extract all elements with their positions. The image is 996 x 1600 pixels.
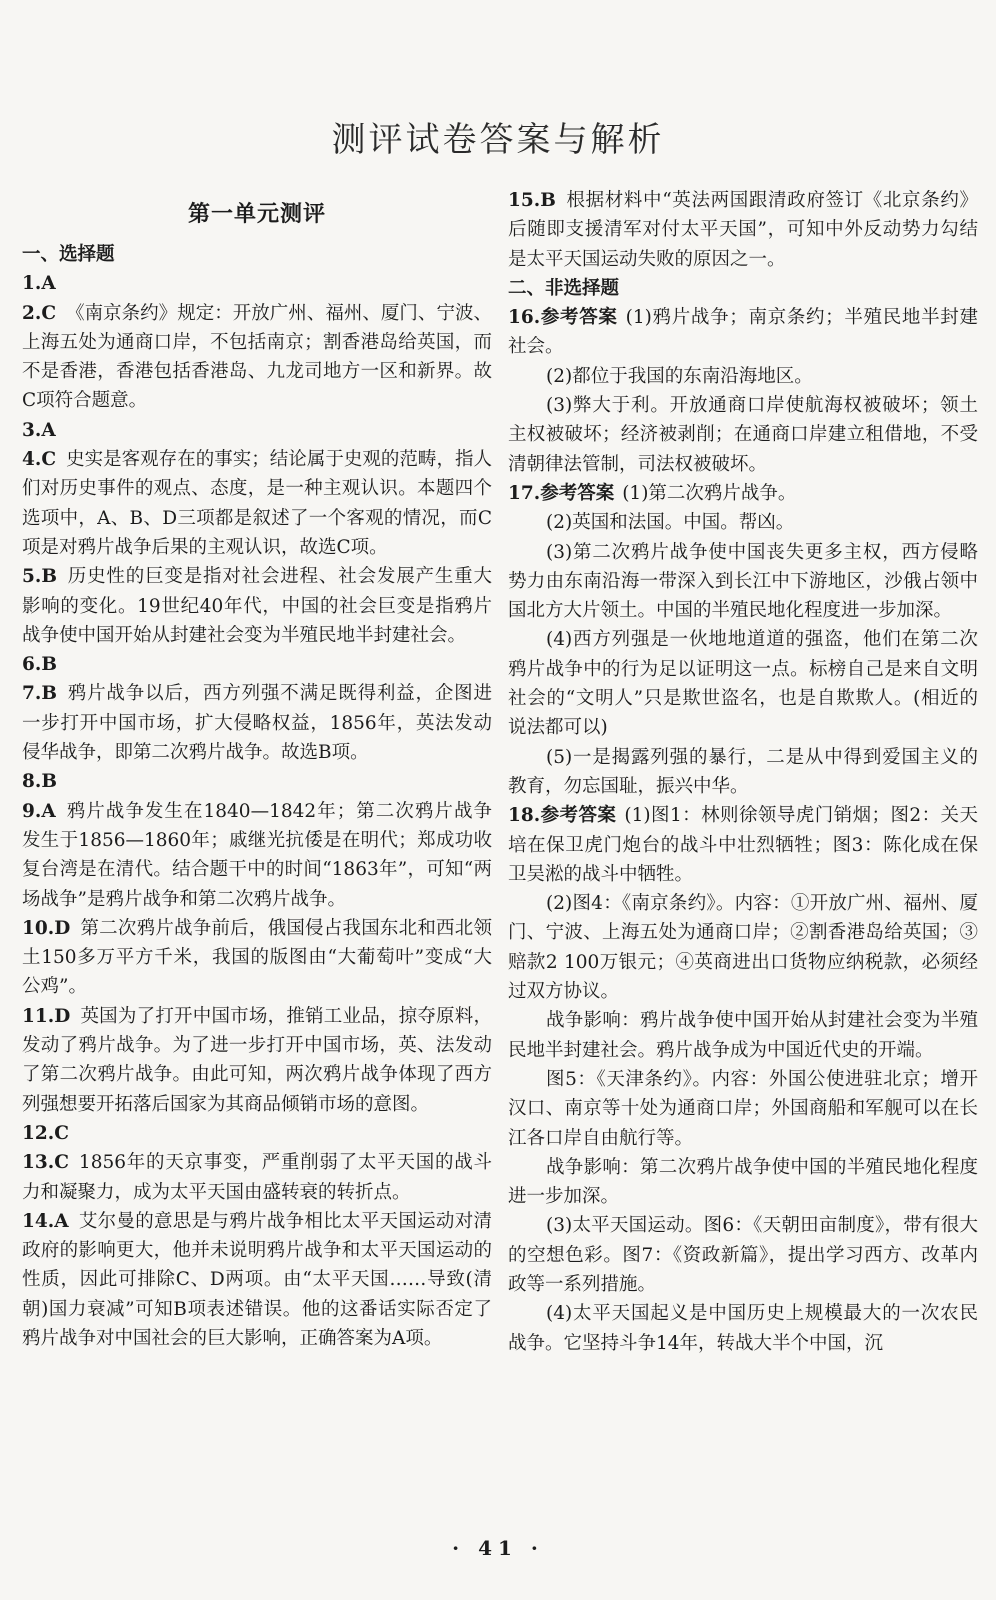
answer-letter: C (41, 449, 57, 471)
answer-item-12 (22, 1119, 492, 1148)
answer-letter: C (54, 1122, 69, 1144)
answer-item-11 (22, 1002, 492, 1119)
answer-item-14 (22, 1207, 492, 1353)
question-number: 6. (22, 654, 42, 676)
explanation-text: 史实是客观存在的事实；结论属于史观的范畴，指人们对历史事件的观点、态度，是一种主观认识。本题四个选项中，A、B、D三项都是叙述了一个客观的情况，而C项是对鸦片战争后果的主观认识，故选C项。 (22, 449, 492, 558)
right-column (508, 186, 978, 1358)
explanation-text: 英国为了打开中国市场，推销工业品，掠夺原料，发动了鸦片战争。为了进一步打开中国市场，英、法发动了第二次鸦片战争。由此可知，两次鸦片战争体现了西方列强想要开拓落后国家为其商品倾销市场的意图。 (22, 1005, 492, 1115)
answer-item-1 (22, 269, 492, 298)
left-column (22, 186, 492, 1353)
answer-letter: C (41, 302, 57, 324)
answer-item-4 (22, 445, 492, 562)
question-number: 12. (22, 1122, 55, 1144)
question-number: 4. (22, 449, 42, 471)
answer-item-7 (22, 679, 492, 767)
explanation-text: 《南京条约》规定：开放广州、福州、厦门、宁波、上海五处为通商口岸，不包括南京；割香港岛给英国，而不是香港，香港包括香港岛、九龙司地方一区和新界。故C项符合题意。 (22, 302, 492, 412)
answer-item-6 (22, 650, 492, 679)
answer-letter: A (41, 800, 56, 822)
answer-item-10 (22, 914, 492, 1002)
answer-item-3 (22, 416, 492, 445)
section-heading-nonchoice: 二、非选择题 (508, 277, 620, 299)
explanation-text: 1856年的天京事变，严重削弱了太平天国的战斗力和凝聚力，成为太平天国由盛转衰的转折点。 (22, 1152, 492, 1203)
answer-letter: D (54, 917, 71, 939)
explanation-text: 第二次鸦片战争前后，俄国侵占我国东北和西北领土150多万平方千米，我国的版图由“大葡萄叶”变成“大公鸡”。 (22, 917, 492, 998)
question-number: 8. (22, 771, 42, 793)
answer-letter: B (41, 771, 57, 793)
answer-item-2 (22, 299, 492, 416)
answer-letter: D (54, 1005, 71, 1027)
answer-letter: A (54, 1210, 69, 1232)
page-title: 测评试卷答案与解析 (331, 120, 665, 160)
answer-item-5 (22, 562, 492, 650)
answer-item-8 (22, 767, 492, 796)
choice-answer-list (22, 269, 492, 1353)
explanation-text: 鸦片战争以后，西方列强不满足既得利益，企图进一步打开中国市场，扩大侵略权益，1856年，英法发动侵华战争，即第二次鸦片战争。故选B项。 (22, 683, 492, 764)
question-number: 9. (22, 800, 42, 822)
page-number: · 41 · (452, 1536, 544, 1560)
explanation-text: 历史性的巨变是指对社会进程、社会发展产生重大影响的变化。19世纪40年代，中国的社会巨变是指鸦片战争使中国开始从封建社会变为半殖民地半封建社会。 (22, 566, 492, 646)
question-number: 7. (22, 683, 42, 705)
answer-item-13 (22, 1148, 492, 1207)
answer-item-9 (22, 797, 492, 914)
answer-letter: C (54, 1152, 69, 1174)
answer-item-16: 16.参考答案 (1)鸦片战争；南京条约；半殖民地半封建社会。 (2)都位于我国的东南沿海地区。 (3)弊大于利。开放通商口岸使航海权被破坏；领土主权被破坏；经济被剥削；在通商口岸建立租借地，不受清朝律法管制，司法权被破坏。 (508, 307, 978, 475)
answer-item-17: 17.参考答案 (1)第二次鸦片战争。 (2)英国和法国。中国。帮凶。 (3)第二次鸦片战争使中国丧失更多主权，西方侵略势力由东南沿海一带深入到长江中下游地区，沙俄占领中国北方大片领土。中国的半殖民地化程度进一步加深。 (4)西方列强是一伙地地道道的强盗，他们在第二次鸦片战争中的行为足以证明这一点。标榜自己是来自文明社会的“文明人”只是欺世盗名，也是自欺欺人。(相近的说法都可以) (5)一是揭露列强的暴行，二是从中得到爱国主义的教育，勿忘国耻，振兴中华。 (508, 482, 978, 797)
question-number: 13. (22, 1152, 55, 1174)
answer-letter: A (41, 273, 56, 295)
section-heading-choice: 一、选择题 (22, 244, 115, 265)
question-number: 3. (22, 419, 42, 441)
answer-item-15: 15.B 根据材料中“英法两国跟清政府签订《北京条约》后随即支援清军对付太平天国”，可知中外反动势力勾结是太平天国运动失败的原因之一。 (508, 190, 978, 270)
explanation-text: 艾尔曼的意思是与鸦片战争相比太平天国运动对清政府的影响更大，他并未说明鸦片战争和太平天国运动的性质，因此可排除C、D两项。由“太平天国……导致(清朝)国力衰减”可知B项表述错误。他的这番话实际否定了鸦片战争对中国社会的巨大影响，正确答案为A项。 (22, 1210, 492, 1349)
explanation-text: 鸦片战争发生在1840—1842年；第二次鸦片战争发生于1856—1860年；戚继光抗倭是在明代；郑成功收复台湾是在清代。结合题干中的时间“1863年”，可知“两场战争”是鸦片战争和第二次鸦片战争。 (22, 800, 492, 910)
answer-letter: B (41, 683, 57, 705)
question-number: 11. (22, 1005, 55, 1027)
answer-letter: B (41, 654, 57, 676)
answer-letter: A (41, 419, 56, 441)
question-number: 14. (22, 1210, 55, 1232)
question-number: 10. (22, 917, 55, 939)
question-number: 1. (22, 273, 42, 295)
question-number: 2. (22, 302, 42, 324)
unit-title: 第一单元测评 (187, 201, 326, 227)
answer-item-18: 18.参考答案 (1)图1：林则徐领导虎门销烟；图2：关天培在保卫虎门炮台的战斗中壮烈牺牲；图3：陈化成在保卫吴淞的战斗中牺牲。 (2)图4：《南京条约》。内容：①开放广州、福州、厦门、宁波、上海五处为通商口岸；②割香港岛给英国；③赔款2 100万银元；④英商进出口货物应纳税款，必须经过双方协议。 战争影响：鸦片战争使中国开始从封建社会变为半殖民地半封建社会。鸦片战争成为中国近代史的开端。 图5：《天津条约》。内容：外国公使进驻北京；增开汉口、南京等十处为通商口岸；外国商船和军舰可以在长江各口岸自由航行等。 战争影响：第二次鸦片战争使中国的半殖民地化程度进一步加深。 (3)太平天国运动。图6：《天朝田亩制度》，带有很大的空想色彩。图7：《资政新篇》，提出学习西方、改革内政等一系列措施。 (4)太平天国起义是中国历史上规模最大的一次农民战争。它坚持斗争14年，转战大半个中国，沉 (508, 805, 978, 1354)
question-number: 5. (22, 566, 42, 588)
answer-letter: B (41, 566, 57, 588)
